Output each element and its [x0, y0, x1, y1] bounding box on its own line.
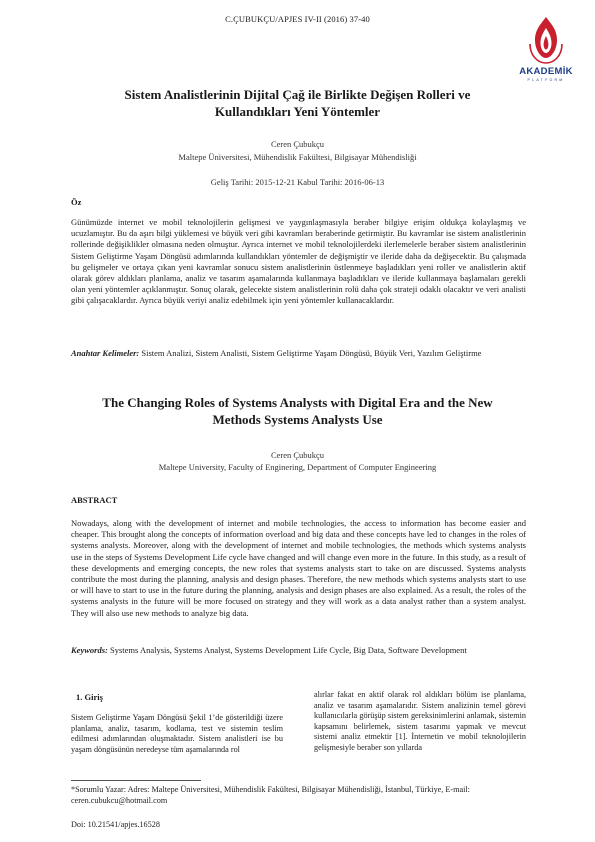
english-keywords [71, 645, 526, 656]
logo-wordmark: AKADEMİK [519, 66, 573, 77]
turkish-affiliation: Maltepe Üniversitesi, Mühendislik Fakültesi, Bilgisayar Mühendisliği [178, 152, 417, 162]
keywords-text: Sistem Analizi, Sistem Analisti, Sistem Geliştirme Yaşam Döngüsü, Büyük Veri, Yazılım Geliştirme [141, 348, 482, 358]
keywords-label: Anahtar Kelimeler: [71, 348, 140, 358]
logo-subtext: PLATFORM [527, 78, 565, 82]
keywords-label: Keywords: [71, 645, 108, 655]
submission-dates: Geliş Tarihi: 2015-12-21 Kabul Tarihi: 2016-06-13 [210, 177, 385, 187]
doi: Doi: 10.21541/apjes.16528 [71, 820, 160, 829]
turkish-keywords [71, 348, 526, 359]
turkish-abstract-heading: Öz [71, 197, 82, 207]
footnote-divider [71, 780, 201, 781]
intro-heading: 1. Giriş [76, 692, 103, 702]
turkish-abstract: Günümüzde internet ve mobil teknolojilerin gelişmesi ve yaygınlaşmasıyla beraber bilgiye erişim oldukça kolaylaşmış ve ucuzlamıştır. Bu da aşırı bilgi yüklemesi ve büyük veri gibi kavramları beraberinde getirmiştir. Bu kavramlar ise sistem analistlerinin rollerinde değişiklikler olmasına neden olmuştur. Ayrıca internet ve mobil teknolojilerdeki ilerlemelerle beraber sistem analistlerinin Sistem Geliştirme Yaşam Döngüsü adımlarında kullandıkları yöntemler de değişmiştir ve ileride daha da değişecektir. Bu çalışmada bu gelişmeler ve ortaya çıkan yeni kavramlar sonucu sistem analistlerinin üstlenmeye başladıkları yeni roller ve analistlerin aktif olarak görev aldıkları planlama, analiz ve tasarım aşamalarında kullanmaya başladıkları ve ileride kullanmaya başlamaları gerekli olan yeni yöntemler açıklanmıştır. Sonuç olarak, gelecekte sistem analistlerinin rolü daha çok strateji odaklı olacaktır ve veri analisti gibi çalışacaklardır. Ayrıca büyük veriyi analiz edebilmek için yeni yöntemler kullanacaklardır. [71, 217, 526, 306]
intro-left-column: Sistem Geliştirme Yaşam Döngüsü Şekil 1’de gösterildiği üzere planlama, analiz, tasarım, kodlama, test ve sistemin teslim edilmesi adımlarından oluşmaktadır. Sistem analistleri ise bu yaşam döngüsünün neredeyse tüm aşamalarında rol [71, 713, 283, 754]
flame-emblem-icon [516, 14, 576, 66]
english-title: The Changing Roles of Systems Analysts with Digital Era and the New Methods Systems Analysts Use [102, 395, 493, 427]
intro-right-column: alırlar fakat en aktif olarak rol aldıkları bölüm ise planlama, analiz ve tasarım aşamalarıdır. Sistem analizinin temel görevi kullanıcılarla görüşüp sistem gereksinimlerini anlamak, sistemin kapsamını belirlemek, sistem tasarımı yapmak ve mevcut sistemi analiz etmektir [1]. İnternetin ve mobil teknolojilerin gelişmesiyle beraber son yıllarda [314, 690, 526, 752]
english-abstract-heading: ABSTRACT [71, 495, 118, 505]
turkish-author: Ceren Çubukçu [270, 139, 325, 149]
journal-reference: C.ÇUBUKÇU/APJES IV-II (2016) 37-40 [225, 14, 370, 24]
corresponding-author-note: *Sorumlu Yazar: Adres: Maltepe Üniversitesi, Mühendislik Fakültesi, Bilgisayar Mühendisliği, İstanbul, Türkiye, E-mail: ceren.cubukcu@hotmail.com [71, 785, 470, 805]
english-author: Ceren Çubukçu [270, 450, 325, 460]
english-affiliation: Maltepe University, Faculty of Enginering, Department of Computer Engineering [158, 462, 437, 472]
turkish-title: Sistem Analistlerinin Dijital Çağ ile Birlikte Değişen Rolleri ve Kullandıkları Yeni Yöntemler [124, 87, 471, 119]
keywords-text: Systems Analysis, Systems Analyst, Systems Development Life Cycle, Big Data, Software Development [109, 645, 467, 655]
english-abstract: Nowadays, along with the development of internet and mobile technologies, the access to information has become easier and cheaper. This brought along the concepts of information overload and big data and these concepts have led to changes in the roles of systems analysts. Moreover, along with the development of internet and mobile technologies, the methods which systems analysts use in the steps of Systems Development Life cycle have changed and will change even more in the future. In this study, as a result of these developments and emerging concepts, the new roles that systems analysts start to take on are discussed. Systems analysts contribute the most during the planning, analysis and design phases. Therefore, the new methods which systems analysts start to use or will have to start to use in the future during the planning, analysis and design phases are also explained. As a result, the roles of the systems analysts in the future will be more focused on strategy and they will work as a data analyst rather than a system analyst. They will also use new methods to analyze big data. [71, 518, 526, 618]
